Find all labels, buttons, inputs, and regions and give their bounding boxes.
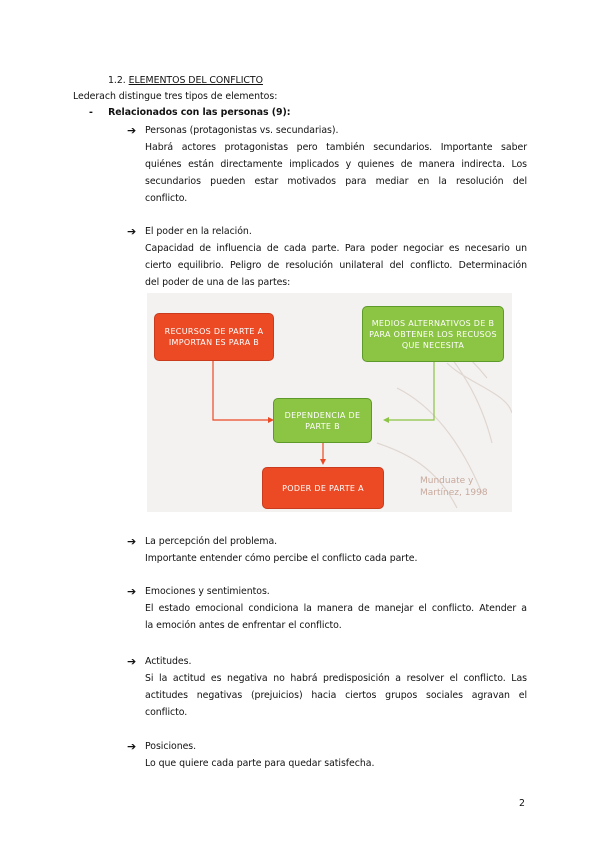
item-line: conflicto. — [145, 193, 188, 204]
item-line: cierto equilibrio. Peligro de resolución unilateral del conflicto. Determinación — [145, 260, 527, 271]
arrow-icon: ➔ — [127, 740, 137, 753]
item-title-actitudes: Actitudes. — [145, 656, 192, 667]
citation-line-2: Martínez, 1998 — [420, 488, 488, 498]
dash-bullet: - — [89, 107, 93, 118]
box-dependencia: DEPENDENCIA DE PARTE B — [273, 398, 372, 443]
intro-text: Lederach distingue tres tipos de elementos: — [73, 91, 278, 102]
box-medios: MEDIOS ALTERNATIVOS DE B PARA OBTENER LOS RECUSOS QUE NECESITA — [362, 306, 504, 362]
item-line: secundarios pueden estar motivados para mediar en la resolución del — [145, 176, 527, 187]
subheading-text: Relacionados con las personas (9): — [108, 107, 291, 118]
item-line: quiénes están directamente implicados y quienes de manera indirecta. Los — [145, 159, 527, 170]
connector-line — [389, 361, 434, 420]
item-title-poder: El poder en la relación. — [145, 226, 252, 237]
item-title-posiciones: Posiciones. — [145, 741, 197, 752]
item-line: El estado emocional condiciona la manera de manejar el conflicto. Atender a — [145, 603, 527, 614]
connector-arrowhead — [320, 459, 326, 465]
item-line: actitudes negativas (prejuicios) hacia ciertos grupos sociales agravan el — [145, 690, 527, 701]
item-line: Lo que quiere cada parte para quedar satisfecha. — [145, 758, 375, 769]
item-line: la emoción antes de enfrentar el conflicto. — [145, 620, 342, 631]
section-title: ELEMENTOS DEL CONFLICTO — [128, 75, 263, 86]
arrow-icon: ➔ — [127, 655, 137, 668]
arrow-icon: ➔ — [127, 225, 137, 238]
citation-line-1: Munduate y — [420, 476, 474, 486]
connector-line — [213, 361, 268, 420]
section-number: 1.2. — [108, 75, 126, 86]
subheading — [89, 104, 290, 122]
item-line: Capacidad de influencia de cada parte. Para poder negociar es necesario un — [145, 243, 527, 254]
box-recursos: RECURSOS DE PARTE A IMPORTAN ES PARA B — [154, 313, 274, 361]
page-number: 2 — [519, 798, 525, 809]
connector-arrowhead — [383, 417, 389, 423]
item-line: Si la actitud es negativa no habrá predisposición a resolver el conflicto. Las — [145, 673, 527, 684]
arrow-icon: ➔ — [127, 585, 137, 598]
item-title-emociones: Emociones y sentimientos. — [145, 586, 270, 597]
item-line: del poder de una de las partes: — [145, 277, 291, 288]
item-title-percepcion: La percepción del problema. — [145, 536, 278, 547]
power-diagram — [147, 293, 512, 512]
arrow-icon: ➔ — [127, 535, 137, 548]
box-poder: PODER DE PARTE A — [262, 467, 384, 509]
item-title-personas: Personas (protagonistas vs. secundarias). — [145, 125, 339, 136]
item-line: Importante entender cómo percibe el conflicto cada parte. — [145, 553, 418, 564]
item-line: Habrá actores protagonistas pero también secundarios. Importante saber — [145, 142, 527, 153]
arrow-icon: ➔ — [127, 124, 137, 137]
item-line: conflicto. — [145, 707, 188, 718]
